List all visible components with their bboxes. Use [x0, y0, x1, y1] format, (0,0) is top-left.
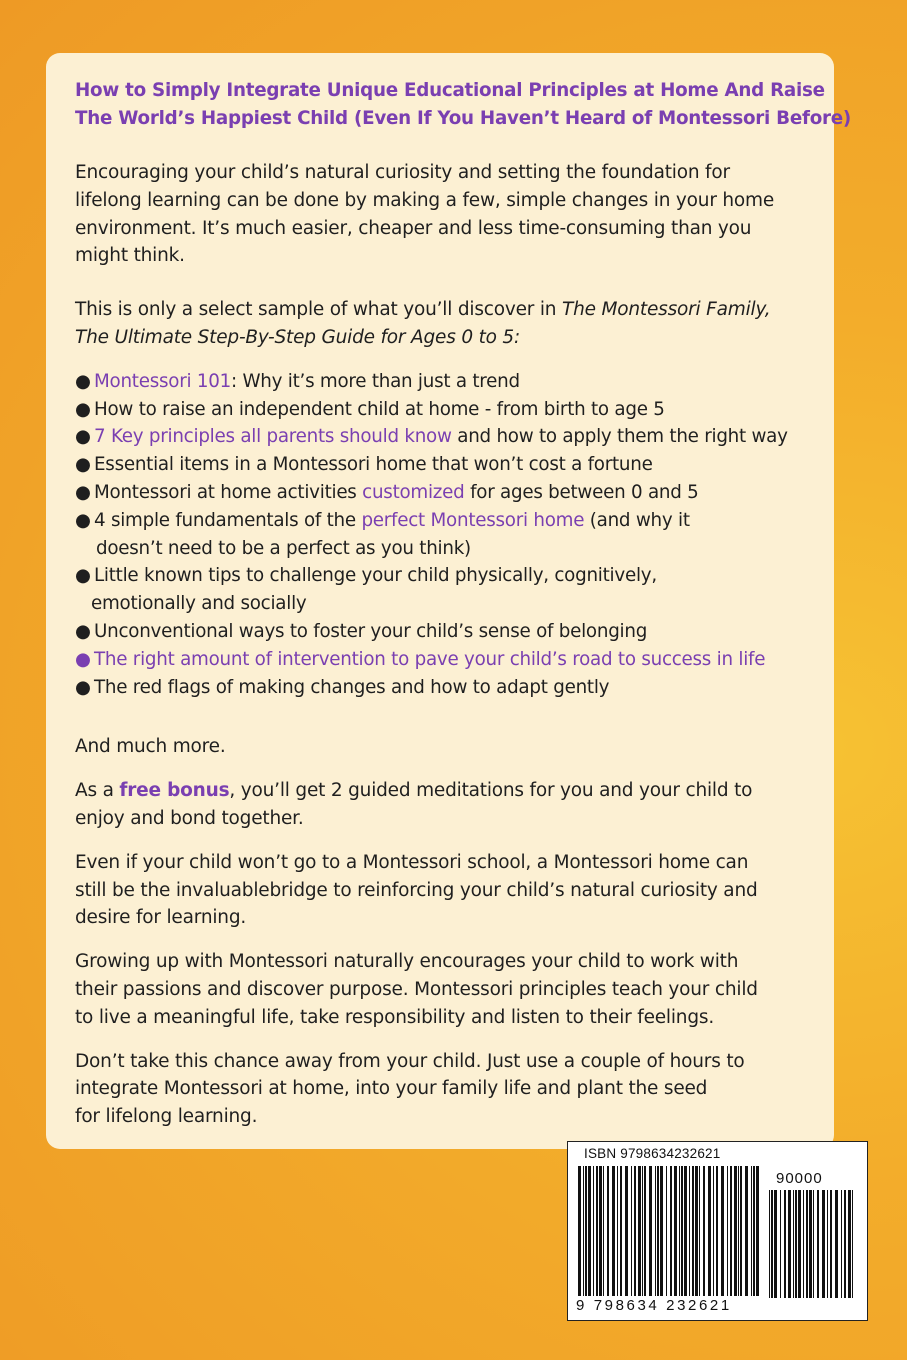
barcode-bar	[674, 1166, 677, 1296]
barcode-bar	[588, 1166, 591, 1296]
barcode-bar	[803, 1190, 804, 1298]
bullet-icon: ●	[75, 370, 91, 392]
barcode-bar	[841, 1190, 842, 1298]
barcode-bar	[809, 1190, 812, 1298]
barcode-bar	[603, 1166, 604, 1296]
item-text: 4 simple fundamentals of the	[94, 509, 362, 531]
barcode-bar	[679, 1166, 680, 1296]
barcode-bar	[784, 1190, 786, 1298]
barcode-bar	[599, 1166, 602, 1296]
barcode-bar	[788, 1190, 791, 1298]
bullet-icon: ●	[75, 454, 91, 476]
growing-line: to live a meaningful life, take responsibility and listen to their feelings.	[75, 1006, 714, 1028]
list-item	[75, 396, 814, 424]
barcode-bar	[798, 1190, 801, 1298]
highlight-text: The right amount of intervention to pave your child’s road to success in life	[94, 648, 766, 670]
even-if-line: Even if your child won’t go to a Montessori school, a Montessori home can	[75, 851, 749, 873]
barcode-bar	[695, 1166, 698, 1296]
bullet-icon: ●	[75, 398, 91, 420]
closing-line: integrate Montessori at home, into your family life and plant the seed	[75, 1078, 708, 1100]
price-code: 90000	[776, 1170, 823, 1187]
bullet-icon: ●	[75, 426, 91, 448]
barcode-bar	[684, 1166, 687, 1296]
bullet-icon: ●	[75, 509, 91, 531]
item-text: (and why it	[584, 509, 690, 531]
barcode-bar	[740, 1166, 742, 1296]
closing-line: for lifelong learning.	[75, 1106, 258, 1128]
bullet-icon: ●	[75, 620, 91, 642]
barcode-bar	[844, 1190, 846, 1298]
highlight-text: customized	[362, 481, 465, 503]
list-item	[75, 618, 814, 646]
intro-line: Encouraging your child’s natural curiosity and setting the foundation for	[75, 162, 730, 183]
list-item	[75, 451, 814, 479]
barcode-bar	[585, 1166, 587, 1296]
barcode-bar	[692, 1166, 694, 1296]
growing-line: their passions and discover purpose. Montessori principles teach your child	[75, 978, 758, 1000]
bonus-line	[75, 777, 814, 805]
intro-line: lifelong learning can be done by making a few, simple changes in your home	[75, 189, 775, 211]
barcode-bar	[655, 1166, 656, 1296]
bonus-paragraph	[75, 777, 814, 833]
barcode-bar	[795, 1190, 797, 1298]
barcode-bar	[806, 1190, 808, 1298]
list-item	[75, 674, 814, 702]
sample-prefix: This is only a select sample of what you’ll discover in	[75, 299, 563, 321]
isbn-digits: 9 798634 232621	[576, 1297, 732, 1314]
item-text: Montessori at home activities	[94, 481, 363, 503]
barcode-bar	[713, 1166, 714, 1296]
barcode-bars	[578, 1166, 760, 1296]
barcode-bar	[751, 1166, 752, 1296]
barcode-bar	[817, 1190, 819, 1298]
even-if-line: desire for learning.	[75, 907, 247, 929]
item-text: How to raise an independent child at home - from birth to age 5	[94, 398, 665, 420]
barcode-bar	[852, 1190, 853, 1298]
bonus-post: , you’ll get 2 guided meditations for you and your child to	[229, 780, 753, 802]
barcode-bar	[689, 1166, 690, 1296]
bullet-icon: ●	[75, 481, 91, 503]
book-subtitle: The Ultimate Step-By-Step Guide for Ages 0 to 5:	[75, 326, 521, 348]
barcode-bar	[727, 1166, 728, 1296]
bullet-icon: ●	[75, 565, 91, 587]
barcode-bar	[625, 1166, 628, 1296]
barcode-bar	[638, 1166, 641, 1296]
barcode-bar	[617, 1166, 618, 1296]
barcode-bar	[708, 1166, 711, 1296]
barcode-bar	[793, 1190, 794, 1298]
barcode-bar	[734, 1166, 737, 1296]
barcode-bar	[848, 1190, 851, 1298]
free-bonus-highlight: free bonus	[119, 780, 230, 802]
barcode-bar	[596, 1166, 598, 1296]
barcode-bar	[612, 1166, 615, 1296]
highlight-text: 7 Key principles all parents should know	[94, 426, 452, 448]
item-continuation: doesn’t need to be a perfect as you think)	[96, 537, 471, 559]
barcode-bar	[681, 1166, 683, 1296]
barcode-bar	[721, 1166, 724, 1296]
barcode-bar	[657, 1166, 659, 1296]
barcode-bar	[631, 1166, 632, 1296]
list-item	[75, 423, 814, 451]
barcode-bar	[649, 1166, 652, 1296]
barcode-bar	[774, 1190, 777, 1298]
headline	[75, 77, 852, 133]
item-text: for ages between 0 and 5	[464, 481, 699, 503]
item-text: Unconventional ways to foster your child’s sense of belonging	[94, 620, 648, 642]
list-item	[75, 507, 814, 563]
list-item	[75, 646, 814, 674]
barcode-bar	[703, 1166, 705, 1296]
barcode-bar	[835, 1190, 838, 1298]
and-more-text: And much more.	[75, 736, 226, 758]
barcode-bar	[753, 1166, 755, 1296]
intro-paragraph	[75, 159, 814, 270]
barcode-bar	[593, 1166, 594, 1296]
list-item	[75, 368, 814, 396]
isbn-label: ISBN 9798634232621	[584, 1146, 721, 1161]
intro-line: might think.	[75, 245, 185, 267]
barcode-bar	[813, 1190, 814, 1298]
barcode-bar	[578, 1166, 581, 1296]
growing-line: Growing up with Montessori naturally encourages your child to work with	[75, 951, 739, 973]
even-if-line: still be the invaluablebridge to reinforcing your child’s natural curiosity and	[75, 879, 758, 901]
barcode-bar	[583, 1166, 584, 1296]
item-text: and how to apply them the right way	[451, 426, 788, 448]
highlight-text: Montessori 101	[94, 370, 231, 392]
barcode-bar	[756, 1166, 759, 1296]
item-text: : Why it’s more than just a trend	[231, 370, 520, 392]
barcode-bar	[780, 1190, 781, 1298]
barcode-bar	[745, 1166, 748, 1296]
bonus-pre: As a	[75, 780, 120, 802]
bullet-icon: ●	[75, 676, 91, 698]
barcode-bar	[634, 1166, 636, 1296]
list-item	[75, 479, 814, 507]
barcode-bar	[738, 1166, 739, 1296]
headline-line: The World’s Happiest Child (Even If You Haven’t Heard of Montessori Before)	[75, 108, 852, 129]
barcode-bar	[827, 1190, 828, 1298]
bullet-icon: ●	[75, 648, 91, 670]
barcode-bar	[699, 1166, 700, 1296]
barcode-bar	[830, 1190, 832, 1298]
barcode-bar	[769, 1190, 770, 1298]
isbn-barcode	[567, 1141, 868, 1321]
barcode-bar	[642, 1166, 643, 1296]
headline-line: How to Simply Integrate Unique Educational Principles at Home And Raise	[75, 80, 825, 101]
sample-paragraph	[75, 296, 814, 352]
price-barcode-bars	[769, 1190, 854, 1298]
bonus-line: enjoy and bond together.	[75, 807, 304, 829]
closing-line: Don’t take this chance away from your child. Just use a couple of hours to	[75, 1050, 745, 1072]
barcode-bar	[716, 1166, 718, 1296]
barcode-bar	[644, 1166, 646, 1296]
highlight-text: perfect Montessori home	[361, 509, 585, 531]
item-text: Essential items in a Montessori home that won’t cost a fortune	[94, 454, 653, 476]
item-text: Little known tips to challenge your child physically, cognitively,	[94, 565, 657, 587]
feature-list	[75, 368, 814, 702]
barcode-bar	[771, 1190, 773, 1298]
back-cover-text-panel	[46, 53, 852, 1149]
item-continuation: emotionally and socially	[91, 593, 307, 615]
intro-line: environment. It’s much easier, cheaper and less time-consuming than you	[75, 217, 752, 239]
sample-line	[75, 296, 814, 324]
book-title: The Montessori Family,	[562, 299, 771, 321]
item-text: The red flags of making changes and how to adapt gently	[94, 676, 610, 698]
barcode-bar	[670, 1166, 672, 1296]
barcode-bar	[822, 1190, 825, 1298]
and-more-paragraph	[75, 733, 814, 761]
closing-paragraph	[75, 1048, 814, 1131]
barcode-bar	[620, 1166, 622, 1296]
barcode-bar	[660, 1166, 663, 1296]
growing-paragraph	[75, 948, 814, 1031]
even-if-paragraph	[75, 849, 814, 932]
barcode-bar	[666, 1166, 667, 1296]
list-item	[75, 562, 814, 618]
barcode-bar	[730, 1166, 732, 1296]
barcode-bar	[607, 1166, 609, 1296]
